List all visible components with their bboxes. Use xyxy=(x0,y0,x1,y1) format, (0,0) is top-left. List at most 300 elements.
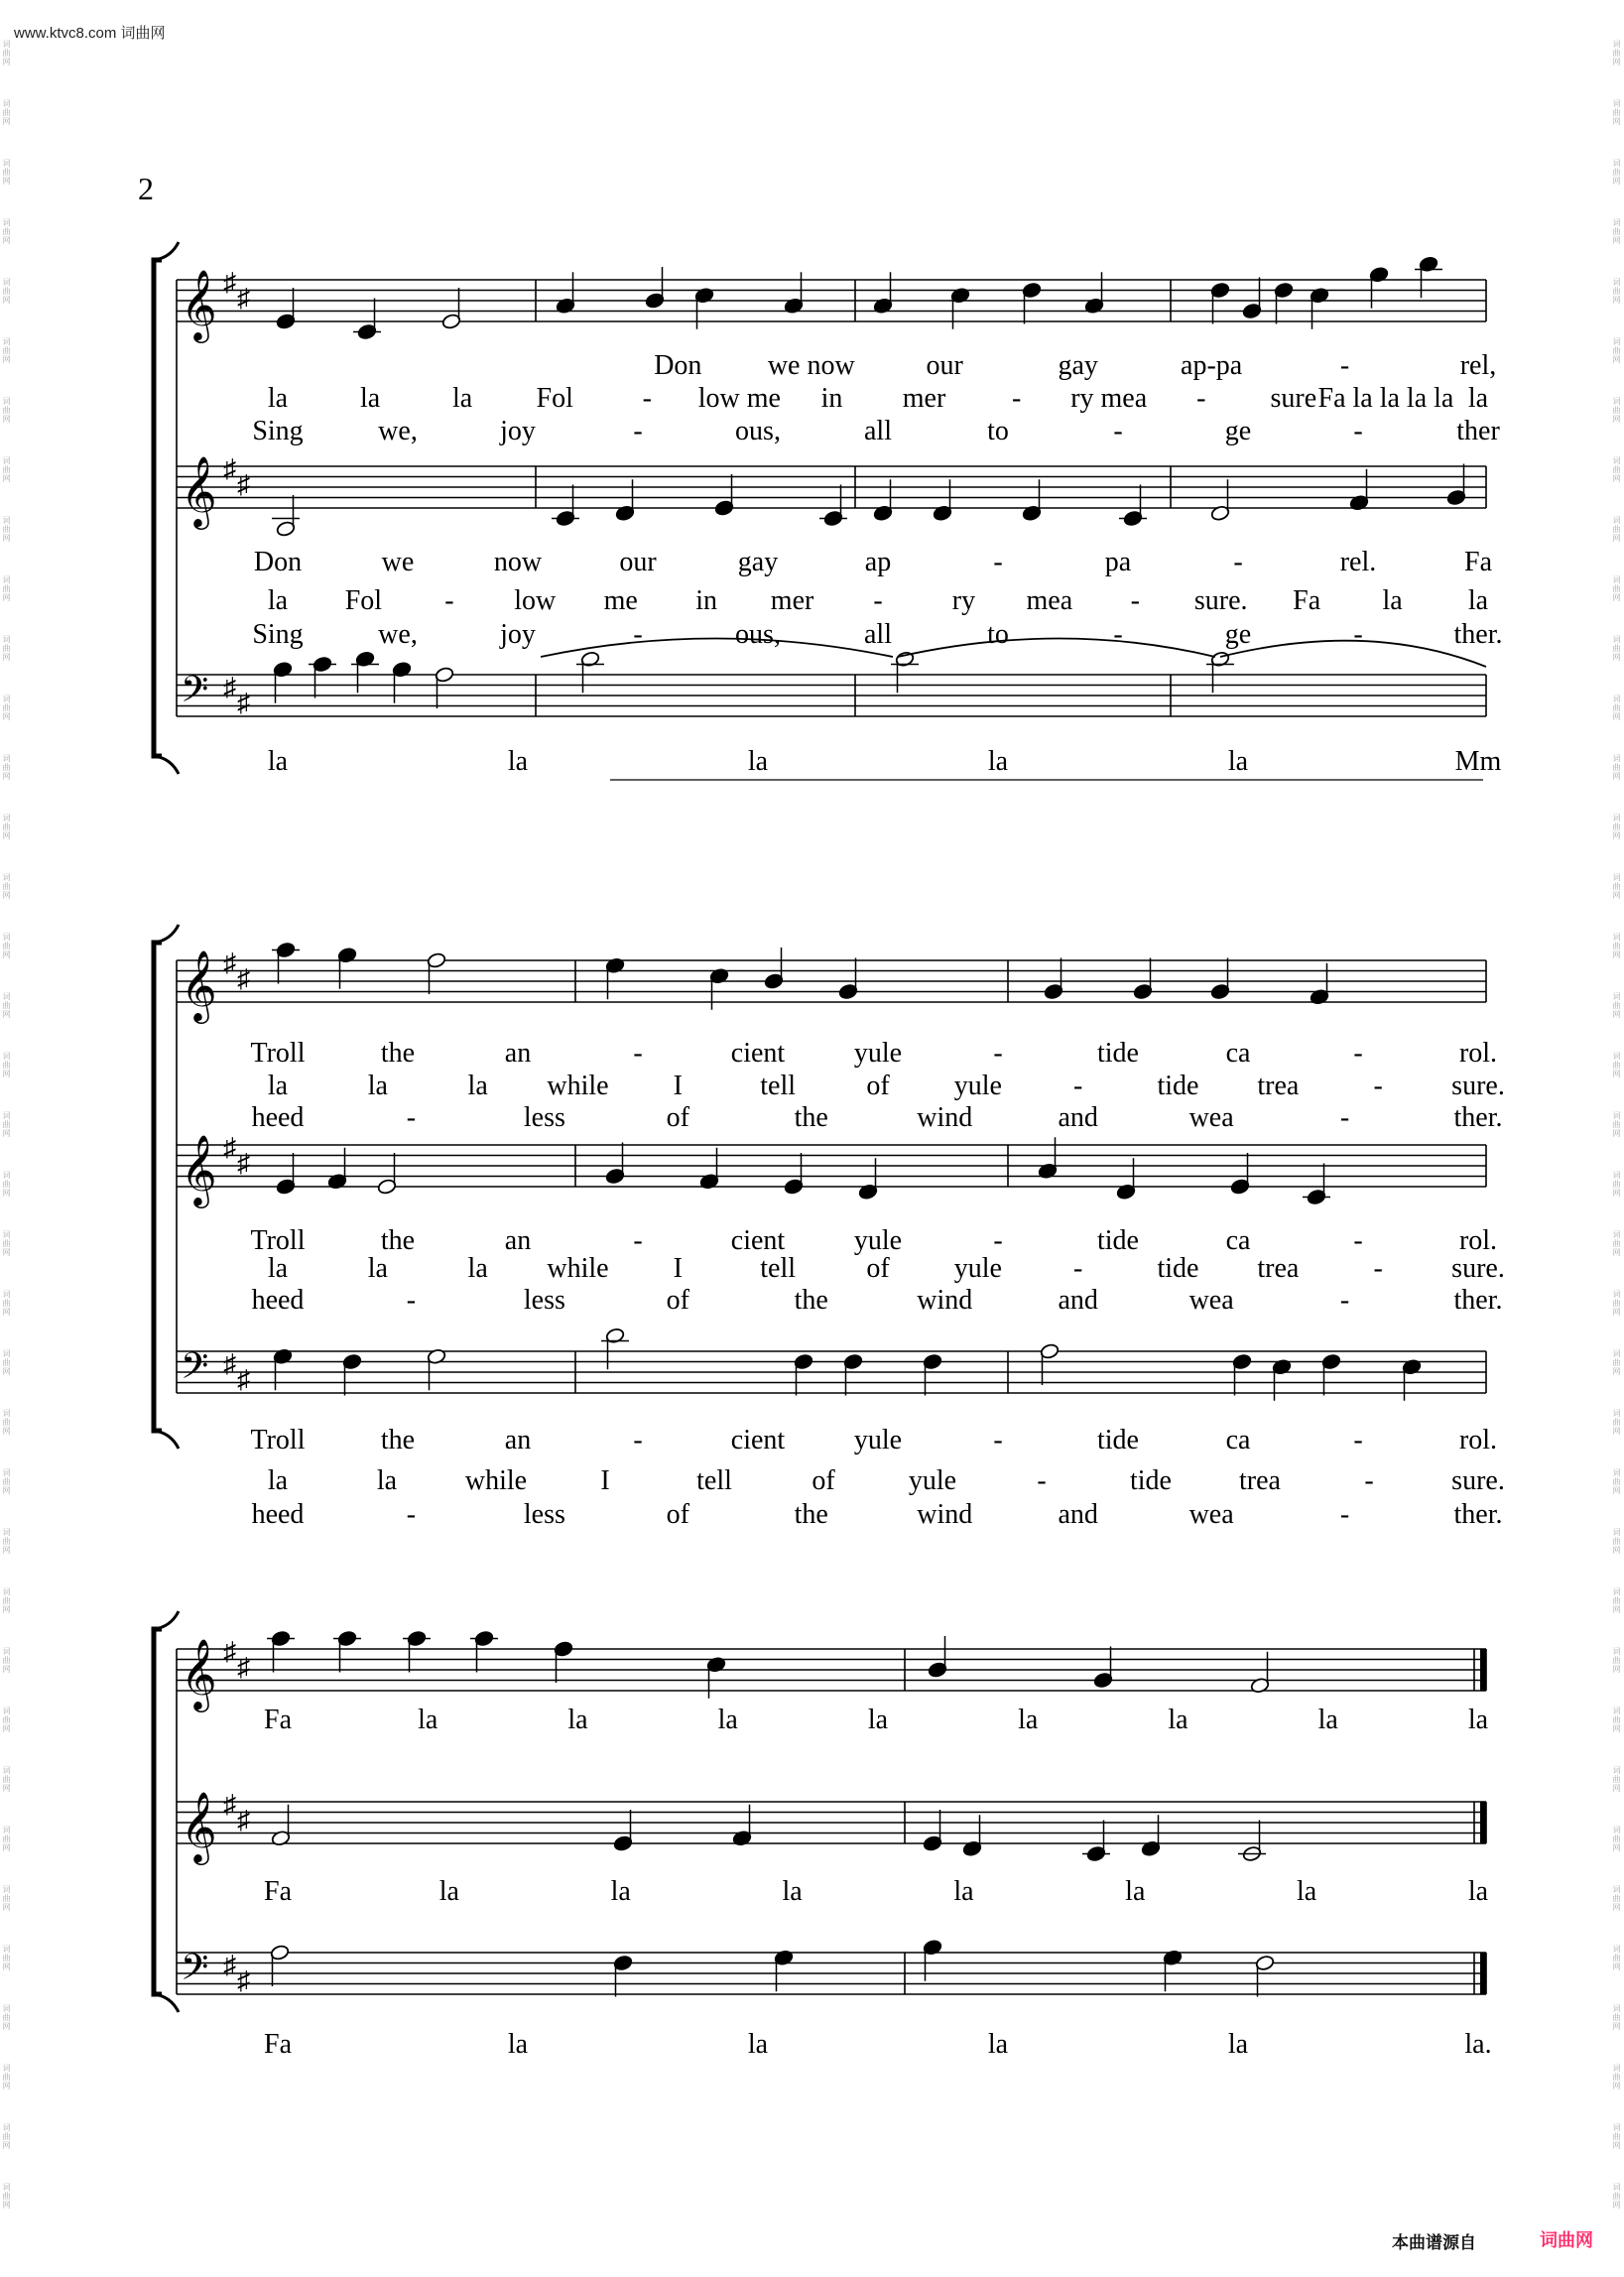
watermark-glyph: 词 曲 网 xyxy=(1612,1171,1621,1198)
lyric-syllable: tide xyxy=(1097,1225,1139,1256)
lyric-syllable: trea xyxy=(1239,1465,1281,1496)
lyric-syllable: to xyxy=(987,619,1009,650)
lyric-syllable: to xyxy=(987,416,1009,446)
watermark-glyph: 词 曲 网 xyxy=(2,456,11,483)
watermark-glyph: 词 曲 网 xyxy=(1612,1647,1621,1674)
lyric-syllable: all xyxy=(864,416,892,446)
lyric-syllable: - xyxy=(1373,1071,1383,1101)
final-barline-thick xyxy=(1480,1802,1486,1843)
lyric-syllable: la xyxy=(367,1253,388,1284)
lyric-syllable: - xyxy=(1073,1071,1083,1101)
key-sharp-f: ♯ xyxy=(223,268,236,297)
lyric-syllable: la xyxy=(953,1876,974,1907)
lyric-syllable: Fol xyxy=(536,383,573,414)
lyric-syllable: in xyxy=(695,585,718,616)
lyric-syllable: la xyxy=(717,1705,738,1735)
lyric-syllable: - xyxy=(1113,416,1123,446)
lyric-syllable: la. xyxy=(1464,2029,1492,2060)
watermark-glyph: 词 曲 网 xyxy=(1612,2004,1621,2031)
lyric-syllable: Mm xyxy=(1454,746,1502,777)
lyric-syllable: an xyxy=(504,1225,532,1256)
lyric-syllable: - xyxy=(444,585,454,616)
bass-clef-icon: 𝄢 xyxy=(181,670,209,718)
watermark-glyph: 词 曲 网 xyxy=(1612,814,1621,840)
lyric-syllable: yule xyxy=(953,1253,1002,1284)
lyric-syllable: Troll xyxy=(250,1038,306,1069)
lyric-syllable: - xyxy=(1233,547,1243,577)
lyric-syllable: trea xyxy=(1257,1071,1300,1101)
lyric-syllable: Fa xyxy=(1464,547,1492,577)
lyric-syllable: Troll xyxy=(250,1225,306,1256)
watermark-glyph: 词 曲 网 xyxy=(2,337,11,364)
lyric-syllable: la xyxy=(452,383,473,414)
lyric-syllable: trea xyxy=(1257,1253,1300,1284)
watermark-glyph: 词 曲 网 xyxy=(2,1885,11,1912)
lyric-syllable: wind xyxy=(917,1499,973,1530)
lyric-syllable: I xyxy=(673,1071,683,1101)
watermark-glyph: 词 曲 网 xyxy=(1612,1528,1621,1555)
lyric-syllable: - xyxy=(406,1285,417,1316)
watermark-glyph: 词 曲 网 xyxy=(1612,575,1621,602)
watermark-glyph: 词 曲 网 xyxy=(2,99,11,126)
lyric-syllable: low xyxy=(514,585,557,616)
lyric-syllable: ca xyxy=(1225,1038,1251,1069)
lyric-syllable: la xyxy=(782,1876,803,1907)
watermark-glyph: 词 曲 网 xyxy=(1612,1885,1621,1912)
lyric-syllable: we, xyxy=(378,416,418,446)
lyric-syllable: la xyxy=(1168,1705,1188,1735)
watermark-glyph: 词 曲 网 xyxy=(2,1349,11,1376)
lyric-syllable: - xyxy=(633,416,643,446)
lyric-syllable: - xyxy=(1353,416,1363,446)
lyric-syllable: ap xyxy=(864,547,892,577)
watermark-glyph: 词 曲 网 xyxy=(1612,635,1621,662)
watermark-glyph: 词 曲 网 xyxy=(1612,159,1621,186)
watermark-glyph: 词 曲 网 xyxy=(2,1707,11,1733)
system-bracket xyxy=(154,943,162,1431)
lyric-syllable: - xyxy=(993,1038,1003,1069)
key-sharp-c: ♯ xyxy=(237,689,250,717)
lyric-syllable: yule xyxy=(908,1465,957,1496)
lyric-syllable: wind xyxy=(917,1285,973,1316)
lyric-syllable: - xyxy=(1073,1253,1083,1284)
watermark-glyph: 词 曲 网 xyxy=(1612,1111,1621,1138)
watermark-glyph: 词 曲 网 xyxy=(1612,1945,1621,1971)
lyric-syllable: Fa xyxy=(264,1705,292,1735)
lyric-syllable: gay xyxy=(737,547,779,577)
key-sharp-c: ♯ xyxy=(237,964,250,993)
lyric-syllable: ther. xyxy=(1453,1285,1503,1316)
lyric-syllable: tide xyxy=(1157,1071,1199,1101)
bracket-hook-bottom xyxy=(154,756,179,774)
lyric-syllable: - xyxy=(406,1499,417,1530)
lyric-syllable: - xyxy=(633,1038,643,1069)
watermark-glyph: 词 曲 网 xyxy=(1612,397,1621,424)
lyric-syllable: - xyxy=(1353,1038,1363,1069)
watermark-glyph: 词 曲 网 xyxy=(2,2004,11,2031)
lyric-syllable: - xyxy=(633,1225,643,1256)
lyric-syllable: ge xyxy=(1224,416,1252,446)
lyric-syllable: mer xyxy=(902,383,946,414)
lyric-syllable: heed xyxy=(251,1102,305,1133)
lyric-syllable: we now xyxy=(767,350,855,381)
watermark-glyph: 词 曲 网 xyxy=(1612,1468,1621,1495)
key-sharp-f: ♯ xyxy=(223,1951,236,1979)
lyric-syllable: la xyxy=(267,1071,289,1101)
lyric-syllable: the xyxy=(794,1285,828,1316)
watermark-glyph: 词 曲 网 xyxy=(2,635,11,662)
lyric-syllable: while xyxy=(547,1071,609,1101)
treble-clef-icon: 𝄞 xyxy=(181,1641,217,1708)
lyric-syllable: wea xyxy=(1188,1499,1234,1530)
lyric-syllable: Sing xyxy=(252,416,304,446)
lyric-syllable: - xyxy=(1037,1465,1047,1496)
watermark-glyph: 词 曲 网 xyxy=(2,992,11,1019)
lyric-syllable: la xyxy=(567,1705,588,1735)
lyric-syllable: la xyxy=(376,1465,398,1496)
lyric-syllable: an xyxy=(504,1425,532,1455)
lyric-syllable: of xyxy=(812,1465,835,1496)
lyric-syllable: Fa la la la la xyxy=(1317,383,1454,414)
watermark-glyph: 词 曲 网 xyxy=(2,1409,11,1436)
lyric-syllable: la xyxy=(1018,1705,1039,1735)
lyric-syllable: cient xyxy=(730,1425,786,1455)
watermark-glyph: 词 曲 网 xyxy=(2,1587,11,1614)
watermark-glyph: 词 曲 网 xyxy=(2,933,11,959)
lyric-syllable: ther xyxy=(1456,416,1500,446)
lyric-syllable: ther. xyxy=(1453,1499,1503,1530)
lyric-syllable: la xyxy=(747,746,769,777)
lyric-syllable: sure. xyxy=(1451,1071,1505,1101)
watermark-glyph: 词 曲 网 xyxy=(1612,99,1621,126)
lyric-syllable: la xyxy=(1227,746,1249,777)
lyric-syllable: - xyxy=(993,1425,1003,1455)
lyric-syllable: la xyxy=(418,1705,438,1735)
lyric-syllable: tide xyxy=(1130,1465,1172,1496)
watermark-glyph: 词 曲 网 xyxy=(1612,1230,1621,1257)
lyric-syllable: la xyxy=(1467,585,1489,616)
lyric-syllable: la xyxy=(367,1071,388,1101)
lyric-syllable: we, xyxy=(378,619,418,650)
lyric-syllable: la xyxy=(359,383,381,414)
lyric-syllable: tell xyxy=(760,1071,797,1101)
lyric-syllable: - xyxy=(993,1225,1003,1256)
bass-clef-icon: 𝄢 xyxy=(181,1346,209,1395)
lyric-syllable: la xyxy=(1227,2029,1249,2060)
lyric-syllable: Don xyxy=(253,547,303,577)
bracket-hook-top xyxy=(154,242,179,260)
lyric-syllable: Fa xyxy=(264,1876,292,1907)
key-sharp-f: ♯ xyxy=(223,1133,236,1162)
lyric-syllable: Sing xyxy=(252,619,304,650)
lyric-syllable: yule xyxy=(953,1071,1002,1101)
lyric-syllable: - xyxy=(633,1425,643,1455)
page-number: 2 xyxy=(138,171,154,206)
treble-clef-icon: 𝄞 xyxy=(181,1137,217,1204)
watermark-glyph: 词 曲 网 xyxy=(1612,516,1621,543)
lyric-syllable: ry xyxy=(951,585,976,616)
lyric-syllable: ther. xyxy=(1453,1102,1503,1133)
lyric-syllable: la xyxy=(1382,585,1403,616)
lyric-syllable: la xyxy=(438,1876,459,1907)
treble-clef-icon: 𝄞 xyxy=(181,458,217,526)
watermark-glyph: 词 曲 网 xyxy=(2,1945,11,1971)
watermark-glyph: 词 曲 网 xyxy=(2,1111,11,1138)
lyric-syllable: mea xyxy=(1026,585,1073,616)
watermark-glyph: 词 曲 网 xyxy=(2,40,11,66)
lyric-syllable: the xyxy=(380,1425,416,1455)
lyric-syllable: of xyxy=(666,1499,689,1530)
lyric-syllable: ge xyxy=(1224,619,1252,650)
treble-clef-icon: 𝄞 xyxy=(181,1794,217,1861)
lyric-syllable: of xyxy=(666,1285,689,1316)
lyric-syllable: rel, xyxy=(1459,350,1497,381)
lyric-syllable: - xyxy=(406,1102,417,1133)
lyric-syllable: la xyxy=(1467,383,1489,414)
watermark-glyph: 词 曲 网 xyxy=(2,814,11,840)
watermark-glyph: 词 曲 网 xyxy=(2,1052,11,1078)
lyric-syllable: la xyxy=(1467,1705,1489,1735)
lyric-syllable: - xyxy=(1353,1225,1363,1256)
watermark-glyph: 词 曲 网 xyxy=(2,2064,11,2090)
key-sharp-f: ♯ xyxy=(223,1349,236,1378)
lyric-syllable: - xyxy=(1353,619,1363,650)
lyric-syllable: sure. xyxy=(1193,585,1248,616)
lyric-syllable: la xyxy=(507,746,529,777)
watermark-glyph: 词 曲 网 xyxy=(2,1766,11,1793)
key-sharp-c: ♯ xyxy=(237,1966,250,1995)
key-sharp-c: ♯ xyxy=(237,1149,250,1178)
lyric-syllable: la xyxy=(267,746,289,777)
lyric-syllable: wind xyxy=(917,1102,973,1133)
lyric-syllable: mer xyxy=(770,585,814,616)
watermark-glyph: 词 曲 网 xyxy=(1612,1766,1621,1793)
lyric-syllable: tell xyxy=(696,1465,732,1496)
lyric-syllable: ry mea xyxy=(1070,383,1148,414)
watermark-glyph: 词 曲 网 xyxy=(2,575,11,602)
watermark-glyph: 词 曲 网 xyxy=(2,278,11,305)
lyric-syllable: Fa xyxy=(264,2029,292,2060)
lyric-syllable: la xyxy=(267,1465,289,1496)
lyric-syllable: tide xyxy=(1097,1425,1139,1455)
treble-clef-icon: 𝄞 xyxy=(181,952,217,1020)
lyric-syllable: ther. xyxy=(1453,619,1503,650)
lyric-syllable: - xyxy=(1373,1253,1383,1284)
watermark-glyph: 词 曲 网 xyxy=(2,2123,11,2150)
watermark-glyph: 词 曲 网 xyxy=(1612,1349,1621,1376)
lyric-syllable: yule xyxy=(853,1425,903,1455)
lyric-syllable: - xyxy=(1353,1425,1363,1455)
bracket-hook-bottom xyxy=(154,1994,179,2012)
lyric-syllable: low me xyxy=(697,383,781,414)
watermark-glyph: 词 曲 网 xyxy=(1612,1587,1621,1614)
lyric-syllable: la xyxy=(267,1253,289,1284)
lyric-syllable: cient xyxy=(730,1038,786,1069)
watermark-glyph: 词 曲 网 xyxy=(2,1468,11,1495)
watermark-glyph: 词 曲 网 xyxy=(2,218,11,245)
watermark-glyph: 词 曲 网 xyxy=(1612,2183,1621,2210)
lyric-syllable: - xyxy=(1339,1285,1350,1316)
lyric-syllable: la xyxy=(267,585,289,616)
lyric-syllable: heed xyxy=(251,1285,305,1316)
lyric-syllable: la xyxy=(1317,1705,1338,1735)
lyric-syllable: and xyxy=(1058,1285,1098,1316)
watermark-glyph: 词 曲 网 xyxy=(1612,2064,1621,2090)
watermark-glyph: 词 曲 网 xyxy=(1612,456,1621,483)
key-sharp-f: ♯ xyxy=(223,673,236,701)
lyric-syllable: now xyxy=(493,547,543,577)
lyric-syllable: our xyxy=(619,547,657,577)
lyric-syllable: la xyxy=(1297,1876,1317,1907)
lyric-syllable: la xyxy=(987,746,1009,777)
watermark-glyph: 词 曲 网 xyxy=(2,1290,11,1317)
lyric-syllable: la xyxy=(987,2029,1009,2060)
key-sharp-c: ♯ xyxy=(237,1653,250,1682)
final-barline-thick xyxy=(1480,1953,1486,1994)
lyric-syllable: yule xyxy=(853,1038,903,1069)
lyric-syllable: - xyxy=(642,383,652,414)
lyric-syllable: la xyxy=(747,2029,769,2060)
lyric-syllable: - xyxy=(1339,1102,1350,1133)
lyric-syllable: ca xyxy=(1225,1425,1251,1455)
bracket-hook-top xyxy=(154,1611,179,1629)
watermark-glyph: 词 曲 网 xyxy=(1612,1707,1621,1733)
watermark-glyph: 词 曲 网 xyxy=(1612,40,1621,66)
watermark-glyph: 词 曲 网 xyxy=(2,1647,11,1674)
lyric-syllable: of xyxy=(866,1253,890,1284)
watermark-glyph: 词 曲 网 xyxy=(2,695,11,721)
lyric-syllable: Don xyxy=(654,350,702,381)
lyric-syllable: wea xyxy=(1188,1285,1234,1316)
lyric-syllable: la xyxy=(610,1876,631,1907)
key-sharp-c: ♯ xyxy=(237,470,250,499)
lyric-syllable: Fol xyxy=(344,585,383,616)
watermark-glyph: 词 曲 网 xyxy=(2,2183,11,2210)
watermark-glyph: 词 曲 网 xyxy=(1612,754,1621,781)
watermark-glyph: 词 曲 网 xyxy=(2,1826,11,1852)
watermark-glyph: 词 曲 网 xyxy=(1612,873,1621,900)
lyric-syllable: - xyxy=(873,585,883,616)
lyric-syllable: - xyxy=(633,619,643,650)
lyric-syllable: of xyxy=(866,1071,890,1101)
lyric-syllable: and xyxy=(1058,1499,1098,1530)
lyric-syllable: I xyxy=(600,1465,610,1496)
lyric-syllable: and xyxy=(1058,1102,1098,1133)
lyric-syllable: sure xyxy=(1270,383,1317,414)
lyric-syllable: sure. xyxy=(1451,1465,1505,1496)
lyric-syllable: la xyxy=(867,1705,889,1735)
lyric-syllable: in xyxy=(820,383,843,414)
lyric-syllable: gay xyxy=(1058,350,1098,381)
watermark-glyph: 词 曲 网 xyxy=(1612,218,1621,245)
lyric-syllable: la xyxy=(467,1071,488,1101)
lyric-syllable: the xyxy=(794,1102,828,1133)
lyric-syllable: la xyxy=(467,1253,488,1284)
watermark-glyph: 词 曲 网 xyxy=(2,159,11,186)
bracket-hook-top xyxy=(154,925,179,943)
lyric-syllable: - xyxy=(1339,1499,1350,1530)
watermark-glyph: 词 曲 网 xyxy=(2,516,11,543)
watermark-glyph: 词 曲 网 xyxy=(2,754,11,781)
lyric-syllable: joy xyxy=(500,416,536,446)
lyric-syllable: our xyxy=(926,350,963,381)
watermark-glyph: 词 曲 网 xyxy=(2,397,11,424)
lyric-syllable: joy xyxy=(500,619,536,650)
lyric-syllable: less xyxy=(523,1285,565,1316)
watermark-glyph: 词 曲 网 xyxy=(1612,1052,1621,1078)
lyric-syllable: we xyxy=(381,547,415,577)
footer-brand: 词曲网 xyxy=(1540,2230,1593,2251)
lyric-syllable: - xyxy=(1113,619,1123,650)
lyric-syllable: Troll xyxy=(250,1425,306,1455)
lyric-syllable: the xyxy=(794,1499,828,1530)
system-bracket xyxy=(154,260,162,756)
lyric-syllable: the xyxy=(380,1225,416,1256)
lyric-syllable: less xyxy=(523,1499,565,1530)
lyric-syllable: tell xyxy=(760,1253,797,1284)
lyric-syllable: yule xyxy=(853,1225,903,1256)
treble-clef-icon: 𝄞 xyxy=(181,272,217,339)
lyric-syllable: la xyxy=(267,383,289,414)
lyric-syllable: Fa xyxy=(1293,585,1321,616)
watermark-glyph: 词 曲 网 xyxy=(2,1528,11,1555)
lyric-syllable: ous, xyxy=(735,619,781,650)
lyric-syllable: - xyxy=(1196,383,1206,414)
watermark-glyph: 词 曲 网 xyxy=(1612,1409,1621,1436)
lyric-syllable: tide xyxy=(1157,1253,1199,1284)
lyric-syllable: ca xyxy=(1225,1225,1251,1256)
key-sharp-c: ♯ xyxy=(237,1806,250,1834)
watermark-glyph: 词 曲 网 xyxy=(1612,1290,1621,1317)
lyric-syllable: pa xyxy=(1104,547,1132,577)
final-barline-thick xyxy=(1480,1649,1486,1691)
lyric-syllable: rol. xyxy=(1458,1425,1498,1455)
lyric-syllable: la xyxy=(507,2029,529,2060)
lyric-syllable: - xyxy=(1011,383,1022,414)
lyric-syllable: I xyxy=(673,1253,683,1284)
watermark-glyph: 词 曲 网 xyxy=(1612,695,1621,721)
lyric-syllable: la xyxy=(1125,1876,1146,1907)
watermark-glyph: 词 曲 网 xyxy=(1612,1826,1621,1852)
lyric-syllable: wea xyxy=(1188,1102,1234,1133)
watermark-glyph: 词 曲 网 xyxy=(1612,992,1621,1019)
key-sharp-f: ♯ xyxy=(223,1790,236,1819)
lyric-syllable: - xyxy=(1130,585,1140,616)
lyric-syllable: an xyxy=(504,1038,532,1069)
tie-curve xyxy=(898,639,1215,658)
lyric-syllable: cient xyxy=(730,1225,786,1256)
system-bracket xyxy=(154,1629,162,1994)
lyric-syllable: - xyxy=(1339,350,1350,381)
watermark-glyph: 词 曲 网 xyxy=(2,1230,11,1257)
lyric-syllable: less xyxy=(523,1102,565,1133)
watermark-glyph: 词 曲 网 xyxy=(2,1171,11,1198)
lyric-syllable: rel. xyxy=(1339,547,1377,577)
key-sharp-f: ♯ xyxy=(223,1637,236,1666)
bass-clef-icon: 𝄢 xyxy=(181,1948,209,1996)
watermark-glyph: 词 曲 网 xyxy=(1612,2123,1621,2150)
lyric-syllable: all xyxy=(864,619,892,650)
lyric-syllable: heed xyxy=(251,1499,305,1530)
lyric-syllable: of xyxy=(666,1102,689,1133)
watermark-glyph: 词 曲 网 xyxy=(1612,337,1621,364)
bracket-hook-bottom xyxy=(154,1431,179,1449)
watermark-glyph: 词 曲 网 xyxy=(2,873,11,900)
lyric-syllable: me xyxy=(603,585,638,616)
footer-source-label: 本曲谱源自 xyxy=(1392,2233,1476,2253)
key-sharp-c: ♯ xyxy=(237,284,250,313)
lyric-syllable: tide xyxy=(1097,1038,1139,1069)
